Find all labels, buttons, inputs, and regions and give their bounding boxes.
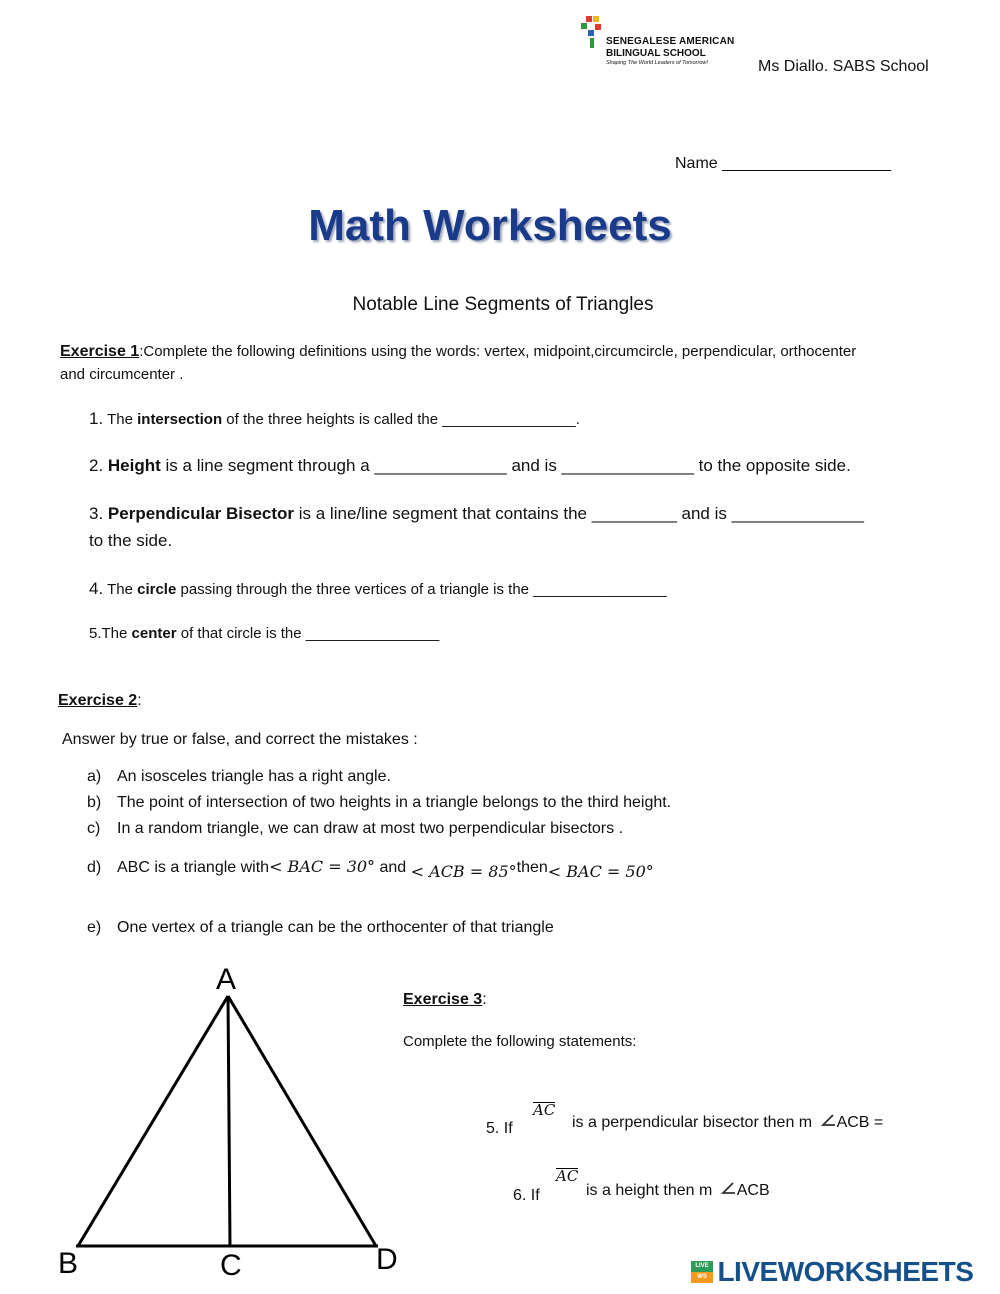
- q2-num: 2.: [89, 456, 108, 475]
- ex3-statement-6-text: [586, 1181, 770, 1200]
- q1-post: of the three heights is called the ________________.: [222, 411, 580, 428]
- exercise-3-heading: Exercise 3: [403, 991, 483, 1008]
- q5-bold: center: [131, 625, 177, 642]
- triangle-figure: [50, 960, 410, 1280]
- liveworksheets-brand: LIVEWORKSHEETS: [717, 1256, 974, 1287]
- angle-icon: [721, 1181, 737, 1195]
- q3-num: 3.: [89, 504, 108, 523]
- school-logo: [578, 14, 748, 70]
- ex1-question-3-cont: to the side.: [89, 531, 173, 550]
- ex2-item-e: [87, 919, 554, 937]
- exercise-3-colon: :: [482, 991, 487, 1008]
- school-name-line1: SENEGALESE AMERICAN: [606, 36, 735, 47]
- exercise-2-colon: :: [137, 692, 142, 709]
- ex2-item-d-then: then: [516, 859, 548, 876]
- exercise-1-instruction: [60, 343, 856, 361]
- ex1-question-1: [89, 409, 580, 429]
- ex2-item-a: [87, 768, 391, 786]
- exercise-1-heading: Exercise 1: [60, 343, 140, 360]
- exercise-2-instruction: Answer by true or false, and correct the mistakes :: [62, 731, 418, 748]
- ex2-item-d-angle-bac: < BAC = 30°: [269, 857, 376, 876]
- q4-post: passing through the three vertices of a triangle is the ________________: [176, 581, 667, 598]
- q3-bold: Perpendicular Bisector: [107, 504, 295, 523]
- ex1-question-2: [89, 456, 851, 476]
- q2-bold: Height: [107, 456, 161, 475]
- ex3-statement-5-text: [572, 1113, 883, 1132]
- q3-post: is a line/line segment that contains the _________ and is ______________: [294, 504, 864, 523]
- ex2-item-a-text: An isosceles triangle has a right angle.: [117, 768, 391, 785]
- triangle-side-ad: [228, 996, 376, 1246]
- q4-pre: The: [103, 581, 138, 598]
- teacher-name: Ms Diallo. SABS School: [758, 58, 929, 75]
- ex2-item-e-label: e): [87, 919, 102, 936]
- q1-bold: intersection: [137, 411, 223, 428]
- ex2-item-e-text: One vertex of a triangle can be the orthocenter of that triangle: [117, 919, 554, 936]
- ex1-question-3: [89, 504, 864, 524]
- vertex-label-c: C: [220, 1249, 242, 1280]
- ex3-statement-5-angle: ACB =: [836, 1114, 884, 1131]
- ex2-item-d-angle-acb: < ACB = 85°: [410, 862, 517, 881]
- ex2-item-c-label: c): [87, 820, 101, 837]
- exercise-2-heading-row: [58, 692, 142, 710]
- vertex-label-b: B: [58, 1247, 79, 1280]
- badge-bottom: WS: [691, 1272, 713, 1283]
- ex1-question-4: [89, 579, 667, 599]
- name-field-label: Name ___________________: [675, 155, 892, 172]
- q5-post: of that circle is the ________________: [176, 625, 440, 642]
- liveworksheets-badge-icon: [691, 1261, 713, 1283]
- q4-num: 4.: [89, 579, 104, 598]
- ex3-statement-5-post: is a perpendicular bisector then m: [572, 1114, 813, 1131]
- ex2-item-d-angle-bac-50: < BAC = 50°: [547, 862, 654, 881]
- page-title: Math Worksheets: [308, 201, 672, 250]
- ex2-item-b-label: b): [87, 794, 102, 811]
- exercise-1-instruction-text: :Complete the following definitions using the words: vertex, midpoint,circumcircle, perpendicular, orthocenter: [139, 343, 857, 360]
- ex2-item-d-and: and: [375, 859, 411, 876]
- exercise-1-instruction-cont: and circumcenter .: [60, 366, 184, 383]
- ex3-statement-5-segment: AC: [533, 1101, 556, 1119]
- exercise-3-heading-row: [403, 991, 487, 1009]
- vertex-label-a: A: [216, 963, 237, 996]
- angle-icon: [821, 1113, 837, 1127]
- ex2-item-d: [87, 857, 654, 881]
- liveworksheets-logo: [691, 1256, 973, 1286]
- triangle-side-ab: [78, 996, 228, 1246]
- q4-bold: circle: [137, 581, 177, 598]
- ex3-statement-6-post: is a height then m: [586, 1182, 713, 1199]
- ex3-statement-6-pre: 6. If: [513, 1187, 540, 1204]
- ex3-statement-5-pre: 5. If: [486, 1120, 513, 1137]
- school-name-line2: BILINGUAL SCHOOL: [606, 48, 706, 59]
- ex2-item-c-text: In a random triangle, we can draw at most two perpendicular bisectors .: [117, 820, 624, 837]
- ex1-question-5: [89, 625, 439, 642]
- vertex-label-d: D: [376, 1243, 398, 1276]
- q2-post: is a line segment through a ______________ and is ______________ to the opposite side.: [160, 456, 851, 475]
- q1-pre: The: [103, 411, 138, 428]
- school-tagline: Shaping The World Leaders of Tomorrow!: [606, 60, 708, 66]
- ex2-item-a-label: a): [87, 768, 102, 785]
- ex2-item-b: [87, 794, 671, 812]
- page-subtitle: Notable Line Segments of Triangles: [352, 294, 654, 315]
- ex3-statement-6-segment: AC: [556, 1167, 579, 1185]
- ex2-item-b-text: The point of intersection of two heights in a triangle belongs to the third height.: [117, 794, 672, 811]
- school-logo-mark-icon: [578, 14, 606, 50]
- exercise-3-instruction: Complete the following statements:: [403, 1033, 637, 1050]
- triangle-segment-ac: [228, 996, 230, 1246]
- ex2-item-d-label: d): [87, 859, 102, 876]
- q5-num: 5.The: [89, 625, 132, 642]
- exercise-2-heading: Exercise 2: [58, 692, 138, 709]
- ex3-statement-6-angle: ACB: [736, 1182, 770, 1199]
- q1-num: 1.: [89, 409, 104, 428]
- badge-top: LIVE: [691, 1261, 713, 1272]
- ex2-item-d-pre: ABC is a triangle with: [117, 859, 270, 876]
- ex2-item-c: [87, 820, 623, 838]
